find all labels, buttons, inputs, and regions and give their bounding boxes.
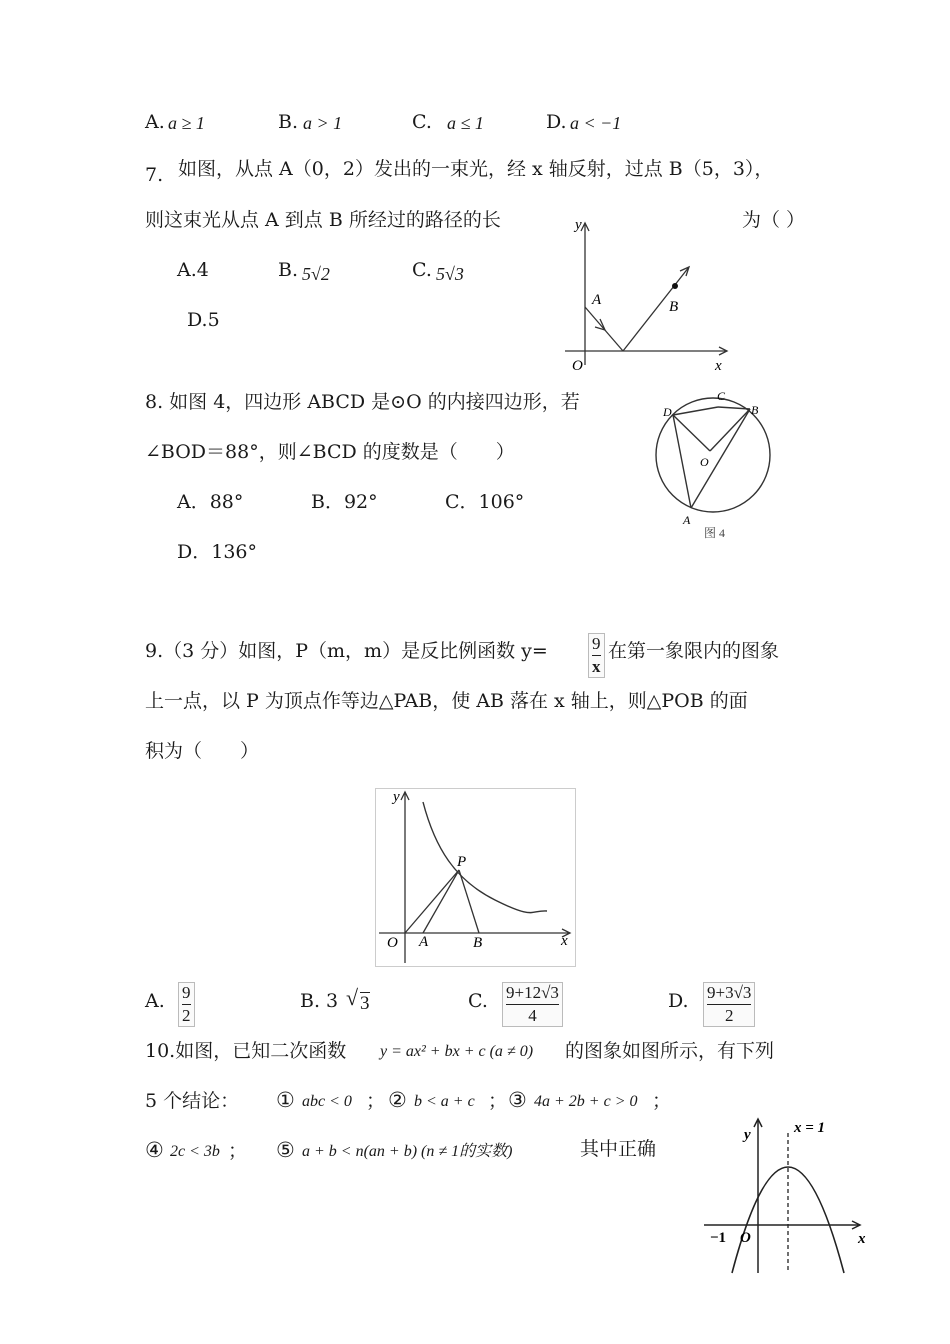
q8-fig-d-label: D bbox=[663, 405, 672, 419]
q7-fig-b-label: B bbox=[669, 299, 679, 315]
q9-option-c-bar bbox=[506, 1004, 559, 1005]
q8-fig-a-label: A bbox=[683, 513, 691, 527]
q7-line-2: 则这束光从点 A 到点 B 所经过的路径的长 bbox=[145, 209, 501, 231]
q9-option-a-label: A. bbox=[145, 990, 165, 1012]
q9-option-c-numerator: 9+12√3 bbox=[506, 983, 559, 1002]
q8-fig-b-label: B bbox=[751, 403, 759, 417]
q7-fig-x-label: x bbox=[715, 358, 722, 374]
q10-tail: 其中正确 bbox=[580, 1138, 657, 1160]
q7-option-b-value: 5√2 bbox=[302, 264, 330, 284]
q9-option-c-denominator: 4 bbox=[528, 1006, 537, 1025]
q7-reflection-figure bbox=[555, 215, 740, 375]
q10-fig-x-label: x bbox=[858, 1231, 866, 1247]
q9-line-3: 积为（ ） bbox=[145, 740, 260, 762]
q9-option-c-fraction bbox=[502, 982, 563, 1027]
q10-conclusion-1: abc < 0 bbox=[302, 1093, 352, 1110]
q10-fig-origin-label: O bbox=[740, 1230, 751, 1246]
q6-option-d-expr: a < −1 bbox=[570, 113, 622, 133]
q9-line-1-pre: 9.（3 分）如图，P（m，m）是反比例函数 y= bbox=[145, 640, 548, 662]
q10-parabola-figure bbox=[700, 1115, 880, 1275]
q9-fig-p-label: P bbox=[457, 854, 467, 870]
q9-option-a-denominator: 2 bbox=[182, 1006, 191, 1025]
q9-option-b-radical-sign: √ bbox=[346, 985, 359, 1010]
q9-option-d-fraction bbox=[703, 982, 755, 1027]
q9-fig-x-label: x bbox=[561, 933, 568, 949]
q10-conclusion-3-mark: ③ bbox=[508, 1088, 527, 1112]
q9-option-d-numerator: 9+3√3 bbox=[707, 983, 752, 1002]
q10-line-1-post: 的图象如图所示，有下列 bbox=[565, 1040, 775, 1062]
q7-option-c-value: 5√3 bbox=[436, 264, 464, 284]
q8-option-a: A．88° bbox=[177, 491, 244, 513]
q7-point-b bbox=[672, 283, 678, 289]
q9-option-a-numerator: 9 bbox=[182, 983, 191, 1002]
q10-sep-1: ； bbox=[366, 1090, 386, 1112]
q7-line-2-end: 为（ ） bbox=[742, 209, 806, 231]
q7-line-1: 如图，从点 A（0，2）发出的一束光，经 x 轴反射，过点 B（5，3）， bbox=[178, 158, 774, 180]
q9-option-c-label: C. bbox=[468, 990, 488, 1012]
q8-option-d: D．136° bbox=[177, 541, 257, 563]
q9-option-b-radicand: 3 bbox=[360, 993, 370, 1014]
q7-number: 7. bbox=[145, 164, 164, 186]
q10-fig-y-label: y bbox=[744, 1127, 751, 1143]
q10-conclusion-1-mark: ① bbox=[276, 1088, 295, 1112]
q6-option-a-label: A. bbox=[145, 111, 165, 133]
q9-fraction-bar bbox=[592, 655, 601, 656]
q6-option-c-label: C. bbox=[412, 111, 432, 133]
q10-conclusion-4: 2c < 3b bbox=[170, 1143, 220, 1160]
q6-option-c-expr: a ≤ 1 bbox=[447, 113, 484, 133]
q7-option-a: A.4 bbox=[177, 259, 209, 281]
q6-option-d-label: D. bbox=[546, 111, 567, 133]
q10-quadratic-expression: y = ax² + bx + c (a ≠ 0) bbox=[380, 1043, 534, 1060]
q8-circle-figure bbox=[650, 385, 780, 545]
q9-fig-b-label: B bbox=[473, 935, 483, 951]
q7-fig-y-label: y bbox=[575, 217, 582, 233]
q6-option-b-label: B. bbox=[278, 111, 299, 133]
q7-option-b-label: B. bbox=[278, 259, 299, 281]
q9-hyperbola-figure bbox=[375, 788, 577, 968]
q8-line-2: ∠BOD＝88°，则∠BCD 的度数是（ ） bbox=[145, 441, 515, 463]
q10-conclusion-2-mark: ② bbox=[388, 1088, 407, 1112]
q10-line-1-pre: 10.如图，已知二次函数 bbox=[145, 1040, 347, 1062]
q9-option-b-label: B. 3 bbox=[300, 990, 339, 1012]
q7-option-d: D.5 bbox=[187, 309, 220, 331]
q10-line-2-pre: 5 个结论： bbox=[145, 1090, 240, 1112]
q10-conclusion-2: b < a + c bbox=[414, 1093, 475, 1110]
q7-option-c-label: C. bbox=[412, 259, 432, 281]
q10-conclusion-5: a + b < n(an + b) (n ≠ 1的实数) bbox=[302, 1143, 513, 1160]
q10-conclusion-4-mark: ④ bbox=[145, 1138, 164, 1162]
q9-option-d-bar bbox=[707, 1004, 751, 1005]
q9-fig-y-label: y bbox=[393, 789, 400, 805]
q10-fig-axis-label: x = 1 bbox=[794, 1120, 826, 1136]
q8-fig-c-label: C bbox=[717, 389, 726, 403]
q9-line-1-post: 在第一象限内的图象 bbox=[608, 640, 780, 662]
q9-option-a-fraction bbox=[178, 982, 195, 1027]
q7-fig-a-label: A bbox=[592, 292, 602, 308]
q8-option-c: C．106° bbox=[445, 491, 525, 513]
q9-line-2: 上一点，以 P 为顶点作等边△PAB，使 AB 落在 x 轴上，则△POB 的面 bbox=[145, 690, 748, 712]
q9-fig-origin-label: O bbox=[387, 935, 398, 951]
q10-conclusion-5-mark: ⑤ bbox=[276, 1138, 295, 1162]
q9-fig-a-label: A bbox=[419, 934, 429, 950]
q9-fraction-numerator: 9 bbox=[592, 634, 601, 653]
q9-option-a-bar bbox=[182, 1004, 191, 1005]
q8-fig-o-label: O bbox=[700, 455, 709, 469]
q8-line-1: 8. 如图 4，四边形 ABCD 是⊙O 的内接四边形，若 bbox=[145, 391, 580, 413]
q10-sep-4: ； bbox=[228, 1140, 248, 1162]
q6-option-b-expr: a > 1 bbox=[303, 113, 343, 133]
q7-fig-origin-label: O bbox=[572, 358, 583, 374]
q9-function-fraction bbox=[588, 633, 605, 678]
q9-option-d-denominator: 2 bbox=[724, 1006, 734, 1025]
q10-conclusion-3: 4a + 2b + c > 0 bbox=[534, 1093, 638, 1110]
q9-option-d-label: D. bbox=[668, 990, 689, 1012]
q9-fraction-denominator: x bbox=[592, 657, 601, 676]
q10-sep-2: ； bbox=[488, 1090, 508, 1112]
q10-sep-3: ； bbox=[652, 1090, 672, 1112]
q8-fig-caption: 图 4 bbox=[704, 526, 726, 540]
q6-option-a-expr: a ≥ 1 bbox=[168, 113, 205, 133]
q8-option-b: B．92° bbox=[311, 491, 378, 513]
q10-fig-neg1-label: −1 bbox=[710, 1230, 727, 1246]
